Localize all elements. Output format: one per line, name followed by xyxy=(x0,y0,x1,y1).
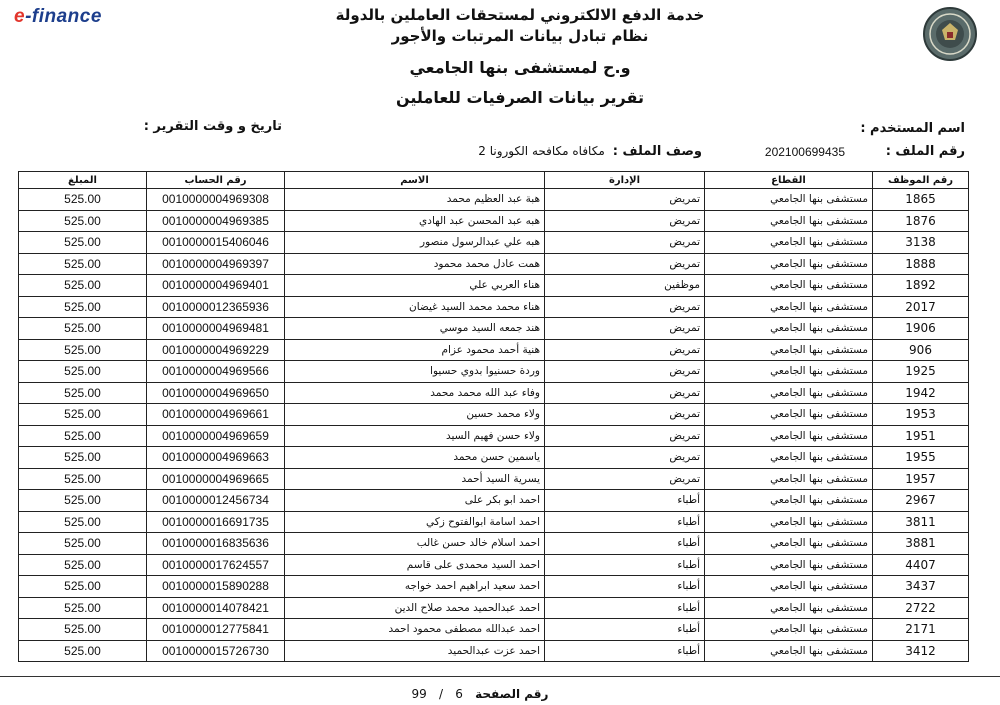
employee-number-cell: 2171 xyxy=(873,619,969,641)
table-row xyxy=(19,275,969,297)
department-cell: تمريض xyxy=(545,189,705,211)
account-number-cell: 0010000004969308 xyxy=(147,189,285,211)
department-cell: تمريض xyxy=(545,210,705,232)
table-row xyxy=(19,511,969,533)
account-number-cell: 0010000004969397 xyxy=(147,253,285,275)
table-row xyxy=(19,619,969,641)
amount-cell: 525.00 xyxy=(19,210,147,232)
amount-cell: 525.00 xyxy=(19,533,147,555)
amount-cell: 525.00 xyxy=(19,640,147,662)
account-number-cell: 0010000015726730 xyxy=(147,640,285,662)
sector-cell: مستشفى بنها الجامعي xyxy=(705,232,873,254)
sector-cell: مستشفى بنها الجامعي xyxy=(705,447,873,469)
employee-number-cell: 3138 xyxy=(873,232,969,254)
name-cell: احمد اسامة ابوالفتوح زكي xyxy=(285,511,545,533)
col-name: الاسم xyxy=(285,172,545,189)
file-description xyxy=(478,144,702,159)
amount-cell: 525.00 xyxy=(19,425,147,447)
account-number-cell: 0010000012775841 xyxy=(147,619,285,641)
account-number-cell: 0010000015890288 xyxy=(147,576,285,598)
name-cell: يسرية السيد أحمد xyxy=(285,468,545,490)
employee-number-cell: 1876 xyxy=(873,210,969,232)
sector-cell: مستشفى بنها الجامعي xyxy=(705,275,873,297)
table-row xyxy=(19,468,969,490)
account-number-cell: 0010000014078421 xyxy=(147,597,285,619)
employee-number-cell: 1957 xyxy=(873,468,969,490)
service-title: خدمة الدفع الالكتروني لمستحقات العاملين بالدولة xyxy=(335,6,705,24)
amount-cell: 525.00 xyxy=(19,554,147,576)
table-header-row xyxy=(19,172,969,189)
government-seal-icon xyxy=(922,6,978,62)
name-cell: هبه علي عبدالرسول منصور xyxy=(285,232,545,254)
amount-cell: 525.00 xyxy=(19,382,147,404)
name-cell: هنية أحمد محمود عزام xyxy=(285,339,545,361)
sector-cell: مستشفى بنها الجامعي xyxy=(705,361,873,383)
employee-number-cell: 3412 xyxy=(873,640,969,662)
sector-cell: مستشفى بنها الجامعي xyxy=(705,296,873,318)
sector-cell: مستشفى بنها الجامعي xyxy=(705,597,873,619)
organization-name: و.ح لمستشفى بنها الجامعي xyxy=(409,58,631,77)
sector-cell: مستشفى بنها الجامعي xyxy=(705,490,873,512)
department-cell: أطباء xyxy=(545,597,705,619)
employee-number-cell: 906 xyxy=(873,339,969,361)
amount-cell: 525.00 xyxy=(19,597,147,619)
col-sector: القطاع xyxy=(705,172,873,189)
amount-cell: 525.00 xyxy=(19,447,147,469)
name-cell: احمد ابو بكر على xyxy=(285,490,545,512)
logo-text: -finance xyxy=(25,6,102,27)
account-number-cell: 0010000016835636 xyxy=(147,533,285,555)
department-cell: أطباء xyxy=(545,533,705,555)
department-cell: تمريض xyxy=(545,361,705,383)
table-row xyxy=(19,425,969,447)
employee-number-cell: 1953 xyxy=(873,404,969,426)
employee-number-cell: 3437 xyxy=(873,576,969,598)
account-number-cell: 0010000012365936 xyxy=(147,296,285,318)
table-row xyxy=(19,404,969,426)
employee-number-cell: 2722 xyxy=(873,597,969,619)
report-title: تقرير بيانات الصرفيات للعاملين xyxy=(395,88,645,107)
account-number-cell: 0010000004969481 xyxy=(147,318,285,340)
employee-number-cell: 2017 xyxy=(873,296,969,318)
amount-cell: 525.00 xyxy=(19,296,147,318)
table-row xyxy=(19,232,969,254)
employee-number-cell: 2967 xyxy=(873,490,969,512)
file-description-value: مكافاه مكافحه الكورونا 2 xyxy=(478,144,605,158)
amount-cell: 525.00 xyxy=(19,468,147,490)
amount-cell: 525.00 xyxy=(19,275,147,297)
name-cell: هبة عبد العظيم محمد xyxy=(285,189,545,211)
name-cell: هناء العربي علي xyxy=(285,275,545,297)
name-cell: احمد السيد محمدى على قاسم xyxy=(285,554,545,576)
department-cell: تمريض xyxy=(545,318,705,340)
name-cell: احمد عزت عبدالحميد xyxy=(285,640,545,662)
table-row xyxy=(19,533,969,555)
employee-number-cell: 1865 xyxy=(873,189,969,211)
account-number-cell: 0010000004969663 xyxy=(147,447,285,469)
amount-cell: 525.00 xyxy=(19,253,147,275)
report-datetime-label: تاريخ و وقت التقرير : xyxy=(143,119,282,134)
user-name-label: اسم المستخدم : xyxy=(860,121,965,136)
account-number-cell: 0010000015406046 xyxy=(147,232,285,254)
file-number xyxy=(886,144,965,159)
sector-cell: مستشفى بنها الجامعي xyxy=(705,189,873,211)
account-number-cell: 0010000004969229 xyxy=(147,339,285,361)
amount-cell: 525.00 xyxy=(19,511,147,533)
footer-divider xyxy=(0,676,1000,677)
page-label: رقم الصفحة xyxy=(475,687,549,701)
name-cell: وفاء عبد الله محمد محمد xyxy=(285,382,545,404)
page-indicator xyxy=(330,687,630,701)
department-cell: أطباء xyxy=(545,640,705,662)
department-cell: تمريض xyxy=(545,425,705,447)
account-number-cell: 0010000004969385 xyxy=(147,210,285,232)
department-cell: تمريض xyxy=(545,382,705,404)
employee-number-cell: 1955 xyxy=(873,447,969,469)
sector-cell: مستشفى بنها الجامعي xyxy=(705,339,873,361)
account-number-cell: 0010000016691735 xyxy=(147,511,285,533)
table-row xyxy=(19,640,969,662)
page-separator: / xyxy=(439,687,444,701)
sector-cell: مستشفى بنها الجامعي xyxy=(705,511,873,533)
name-cell: ياسمين حسن محمد xyxy=(285,447,545,469)
name-cell: احمد اسلام خالد حسن غالب xyxy=(285,533,545,555)
amount-cell: 525.00 xyxy=(19,619,147,641)
sector-cell: مستشفى بنها الجامعي xyxy=(705,619,873,641)
file-number-value xyxy=(765,145,845,160)
department-cell: تمريض xyxy=(545,468,705,490)
page-total: 99 xyxy=(411,687,427,701)
name-cell: احمد عبدالحميد محمد صلاح الدين xyxy=(285,597,545,619)
employee-number-cell: 4407 xyxy=(873,554,969,576)
amount-cell: 525.00 xyxy=(19,576,147,598)
file-number-label: رقم الملف : xyxy=(885,144,965,159)
department-cell: أطباء xyxy=(545,511,705,533)
system-title: نظام تبادل بيانات المرتبات والأجور xyxy=(391,27,649,45)
sector-cell: مستشفى بنها الجامعي xyxy=(705,425,873,447)
payments-table xyxy=(18,171,969,662)
col-dept: الإدارة xyxy=(545,172,705,189)
amount-cell: 525.00 xyxy=(19,490,147,512)
department-cell: أطباء xyxy=(545,619,705,641)
e-finance-logo xyxy=(14,6,102,28)
department-cell: تمريض xyxy=(545,404,705,426)
name-cell: احمد عبدالله مصطفى محمود احمد xyxy=(285,619,545,641)
page-number: 6 xyxy=(455,687,463,701)
employee-number-cell: 1951 xyxy=(873,425,969,447)
amount-cell: 525.00 xyxy=(19,339,147,361)
table-row xyxy=(19,490,969,512)
amount-cell: 525.00 xyxy=(19,318,147,340)
department-cell: تمريض xyxy=(545,232,705,254)
sector-cell: مستشفى بنها الجامعي xyxy=(705,554,873,576)
amount-cell: 525.00 xyxy=(19,404,147,426)
name-cell: وردة حسنيوا بدوي حسيوا xyxy=(285,361,545,383)
department-cell: تمريض xyxy=(545,447,705,469)
account-number-cell: 0010000004969650 xyxy=(147,382,285,404)
department-cell: أطباء xyxy=(545,554,705,576)
sector-cell: مستشفى بنها الجامعي xyxy=(705,533,873,555)
employee-number-cell: 1925 xyxy=(873,361,969,383)
name-cell: هبه عبد المحسن عبد الهادي xyxy=(285,210,545,232)
table-row xyxy=(19,597,969,619)
logo-e: e xyxy=(14,6,26,27)
department-cell: تمريض xyxy=(545,339,705,361)
employee-number-cell: 1942 xyxy=(873,382,969,404)
table-row xyxy=(19,189,969,211)
department-cell: تمريض xyxy=(545,296,705,318)
sector-cell: مستشفى بنها الجامعي xyxy=(705,253,873,275)
name-cell: هند جمعه السيد موسي xyxy=(285,318,545,340)
sector-cell: مستشفى بنها الجامعي xyxy=(705,318,873,340)
sector-cell: مستشفى بنها الجامعي xyxy=(705,382,873,404)
account-number-cell: 0010000017624557 xyxy=(147,554,285,576)
table-row xyxy=(19,382,969,404)
table-row xyxy=(19,361,969,383)
amount-cell: 525.00 xyxy=(19,361,147,383)
department-cell: أطباء xyxy=(545,576,705,598)
table-row xyxy=(19,554,969,576)
table-row xyxy=(19,210,969,232)
table-row xyxy=(19,576,969,598)
sector-cell: مستشفى بنها الجامعي xyxy=(705,576,873,598)
table-row xyxy=(19,253,969,275)
employee-number-cell: 1888 xyxy=(873,253,969,275)
name-cell: احمد سعيد ابراهيم احمد خواجه xyxy=(285,576,545,598)
name-cell: همت عادل محمد محمود xyxy=(285,253,545,275)
file-description-label: وصف الملف : xyxy=(612,144,702,159)
account-number-cell: 0010000004969566 xyxy=(147,361,285,383)
account-number-cell: 0010000004969401 xyxy=(147,275,285,297)
table-row xyxy=(19,447,969,469)
name-cell: هناء محمد محمد السيد غيضان xyxy=(285,296,545,318)
table-row xyxy=(19,318,969,340)
account-number-cell: 0010000004969665 xyxy=(147,468,285,490)
department-cell: تمريض xyxy=(545,253,705,275)
name-cell: ولاء حسن فهيم السيد xyxy=(285,425,545,447)
amount-cell: 525.00 xyxy=(19,232,147,254)
department-cell: أطباء xyxy=(545,490,705,512)
sector-cell: مستشفى بنها الجامعي xyxy=(705,640,873,662)
amount-cell: 525.00 xyxy=(19,189,147,211)
employee-number-cell: 3811 xyxy=(873,511,969,533)
sector-cell: مستشفى بنها الجامعي xyxy=(705,404,873,426)
employee-number-cell: 1892 xyxy=(873,275,969,297)
account-number-cell: 0010000012456734 xyxy=(147,490,285,512)
sector-cell: مستشفى بنها الجامعي xyxy=(705,210,873,232)
file-number-text: 202100699435 xyxy=(764,145,845,159)
name-cell: ولاء محمد حسين xyxy=(285,404,545,426)
col-amount: المبلغ xyxy=(19,172,147,189)
sector-cell: مستشفى بنها الجامعي xyxy=(705,468,873,490)
account-number-cell: 0010000004969661 xyxy=(147,404,285,426)
table-row xyxy=(19,296,969,318)
employee-number-cell: 3881 xyxy=(873,533,969,555)
account-number-cell: 0010000004969659 xyxy=(147,425,285,447)
col-emp-no: رقم الموظف xyxy=(873,172,969,189)
employee-number-cell: 1906 xyxy=(873,318,969,340)
table-row xyxy=(19,339,969,361)
department-cell: موظفين xyxy=(545,275,705,297)
col-account: رقم الحساب xyxy=(147,172,285,189)
